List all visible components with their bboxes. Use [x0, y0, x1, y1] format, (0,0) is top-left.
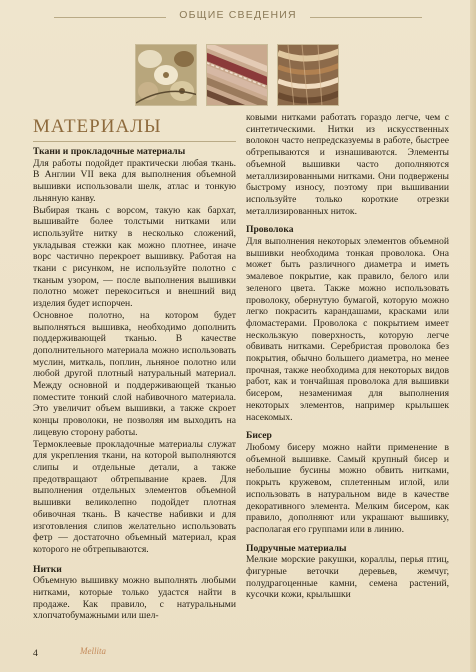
fabric-paragraph-4: Термоклеевые прокладочные материалы служат для укрепления ткани, на которой выполняются слипы и отдельные детали, а также предотвращают обтрепывание краев. Для выполнения отдельных элементов объемной вышивки великолепно подойдет плотная обивочная ткань. В качестве набивки и для изготовления слипов желательно использовать фетр — достаточно объемный материал, края которого не обтрепываются.	[33, 438, 236, 555]
misc-materials-paragraph: Мелкие морские ракушки, кораллы, перья птиц, фигурные веточки деревьев, жемчуг, полудрагоценные камни, семена растений, кусочки кожи, крылышки	[246, 554, 449, 601]
threads-paragraph-right: ковыми нитками работать гораздо легче, чем с синтетическими. Нитки из искусственных волокон часто непредсказуемы в работе, быстрее обтрепываются и изнашиваются. Элементы объемной вышивки часто дополняются металлизированными нитками. Они подвержены быстрому износу, поэтому при вышивании используйте только короткие отрезки металлизированных ниток.	[246, 112, 449, 217]
threads-heading: Нитки	[33, 563, 62, 575]
right-column	[246, 112, 449, 601]
running-head: ОБЩИЕ СВЕДЕНИЯ	[179, 9, 297, 21]
tassels-cords-photo	[277, 44, 339, 106]
title-rule	[33, 141, 236, 142]
ribbons-braid-photo	[206, 44, 268, 106]
page-edge	[470, 0, 476, 672]
fabric-paragraph-2: Выбирая ткань с ворсом, такую как бархат, вышивайте более толстыми нитками или используйте нитку в несколько сложений, укладывая стежки как можно плотнее, иначе ворс частично перекроет вышивку. Работая на ткани с рисунком, не используйте полотно с тканым узором, — после выполнения вышивки полотно может перекоситься и внешний вид изделия будет испорчен.	[33, 204, 236, 310]
fabric-paragraph-3: Основное полотно, на котором будет выполняться вышивка, необходимо дополнить поддерживающей тканью. В качестве дополнительного материала можно использовать муслин, миткаль, поплин, льняное полотно или любой другой плотный натуральный материал. Между основной и поддерживающей тканью поместите тонкий слой набивочного материала. Это увеличит объем вышивки, а также скроет концы проволоки, не позволяя им выходить на лицевую сторону работы.	[33, 309, 236, 438]
left-column	[33, 115, 236, 622]
page-number: 4	[33, 648, 38, 659]
threads-paragraph-left: Объемную вышивку можно выполнять любыми нитками, которые только удастся найти в продаже. Как правило, с натуральными хлопчатобумажными или шел-	[33, 575, 236, 622]
fabric-paragraph-1: Для работы подойдет практически любая ткань. В Англии VII века для выполнения объемной вышивки использовали шелк, атлас и тонкую льняную канву.	[33, 157, 236, 204]
beads-paragraph: Любому бисеру можно найти применение в объемной вышивке. Самый крупный бисер и небольшие бусины можно обвить нитками, покрыть кружевом, сплетенным иглой, или использовать в натуральном виде в качестве декоративного элемента. Мелким бисером, как правило, дополняют или украшают вышивку, располагая его группами или в линию.	[246, 441, 449, 535]
header-rule	[310, 17, 422, 18]
header-rule	[54, 17, 166, 18]
watermark: Mellita	[80, 646, 106, 656]
beads-heading: Бисер	[246, 430, 272, 442]
wire-paragraph: Для выполнения некоторых элементов объемной вышивки необходима тонкая проволока. Она может быть различного диаметра и иметь эмалевое покрытие, как правило, белого или зеленого цвета. Также можно использовать проволоку, обернутую бумагой, которую можно легко покрасить карандашами, красками или фломастерами. Проволока с покрытием имеет нескользкую поверхность, которую легче обвивать нитками. Серебристая проволока без покрытия, обычно большего диаметра, но менее прочная, также необходима для некоторых видов работ, как и тончайшая проволока для вышивки бисером, незаменимая для выполнения некоторых элементов, например крылышек насекомых.	[246, 236, 449, 423]
fabric-heading: Ткани и прокладочные материалы	[33, 146, 186, 157]
wire-heading: Проволока	[246, 224, 294, 236]
thread-spools-photo	[135, 44, 197, 106]
article-title: МАТЕРИАЛЫ	[33, 116, 162, 137]
misc-materials-heading: Подручные материалы	[246, 542, 347, 554]
